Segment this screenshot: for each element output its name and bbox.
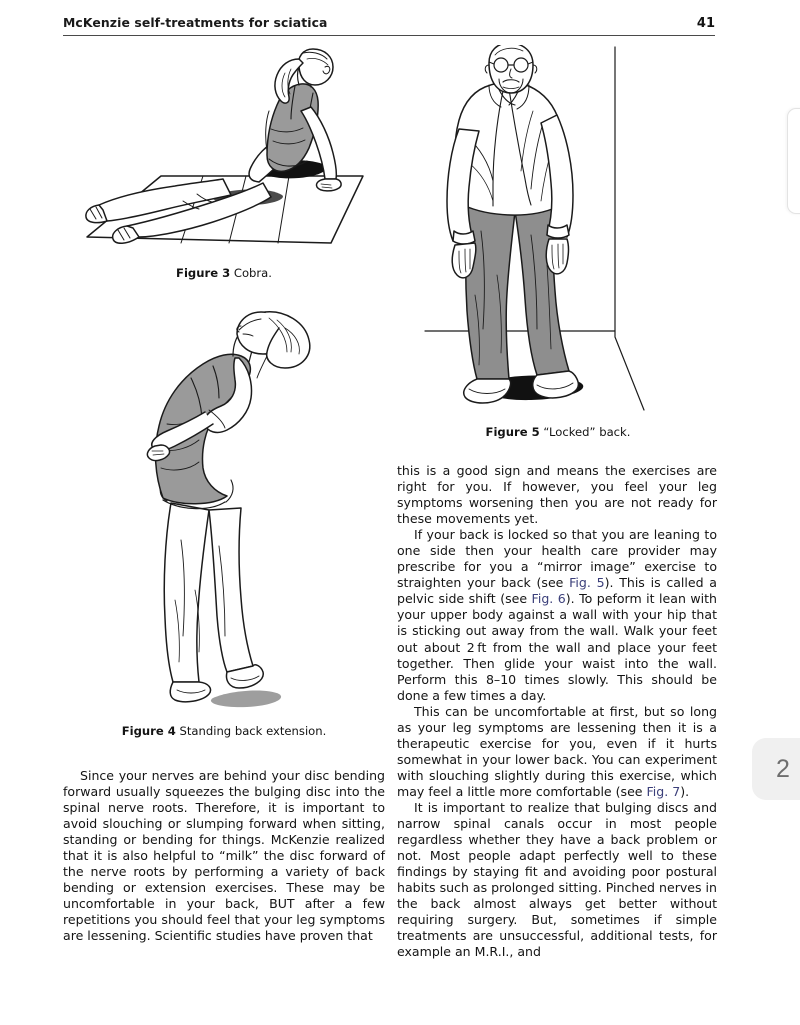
right-column-text xyxy=(397,463,717,960)
text-run: It is important to realize that bulging discs and narrow spinal canals occur in most people regardless whether they have a back problem or not. Most people adapt perfectly well to these findings by staying fit and avoiding poor postural habits such as prolonged sitting. Pinched nerves in the back almost always get better without requiring surgery. But, sometimes if simple treatments are unsuccessful, additional tests, for example an M.R.I., and xyxy=(397,799,717,960)
figure-cross-reference[interactable]: Fig. 7 xyxy=(646,783,681,799)
figure-3 xyxy=(63,45,385,280)
paragraph xyxy=(397,463,717,527)
figure-4-caption xyxy=(63,724,385,738)
figure-3-caption xyxy=(63,266,385,280)
figure-5-title: “Locked” back. xyxy=(543,425,631,439)
header-rule xyxy=(63,35,715,36)
page-number: 41 xyxy=(696,16,715,31)
running-head xyxy=(63,15,715,31)
running-head-title: McKenzie self-treatments for sciatica xyxy=(63,15,328,30)
paragraph xyxy=(397,800,717,960)
paragraph xyxy=(397,704,717,800)
page-indicator-badge[interactable]: 2 xyxy=(752,738,800,800)
text-run: If your back is locked so that you are leaning to one side then your health care provider may prescribe for you a “mirror image” exercise to straighten your back (see xyxy=(397,527,717,591)
figure-3-number: Figure 3 xyxy=(176,266,231,280)
text-run: ). xyxy=(680,783,690,799)
figure-4-title: Standing back extension. xyxy=(179,724,327,738)
figure-5-number: Figure 5 xyxy=(485,425,540,439)
figure-cross-reference[interactable]: Fig. 6 xyxy=(531,591,566,607)
text-run: this is a good sign and means the exercises are right for you. If however, you feel your leg symptoms worsening then you are not ready for these movements yet. xyxy=(397,463,717,527)
figure-cross-reference[interactable]: Fig. 5 xyxy=(569,575,605,591)
text-run: Since your nerves are behind your disc bending forward usually squeezes the bulging disc into the spinal nerve roots. Therefore, it is important to avoid slouching or slumping forward when sitting, standing or bending for things. McKenzie realized that it is also helpful to “milk” the disc forward of the nerve roots by performing a variety of back bending or extension exercises. These may be uncomfortable in your back, BUT after a few repetitions you should feel that your leg symptoms are lessening. Scientific studies have proven that xyxy=(63,768,385,944)
paragraph xyxy=(397,527,717,704)
figure-3-title: Cobra. xyxy=(233,266,272,280)
figure-5-caption xyxy=(397,425,719,439)
paragraph xyxy=(63,768,385,945)
figure-5 xyxy=(397,45,719,439)
figure-4 xyxy=(63,300,385,738)
left-column-text xyxy=(63,768,385,945)
side-panel-peek[interactable] xyxy=(787,108,800,214)
text-run: ). This is called a pelvic side shift (see xyxy=(397,575,717,607)
text-run: ). To peform it lean with your upper body against a wall with your hip that is sticking out away from the wall. Walk your feet out about 2 ft from the wall and place your feet together. Then glide your waist into the wall. Perform this 8–10 times slowly. This should be done a few times a day. xyxy=(397,591,717,703)
figure-4-number: Figure 4 xyxy=(121,724,176,738)
text-run: This can be uncomfortable at first, but so long as your leg symptoms are lessening then it is a therapeutic exercise for you, even if it hurts somewhat in your lower back. You can experiment with slouching slightly during this exercise, which may feel a little more comfortable (see xyxy=(397,703,717,799)
figure-5-illustration xyxy=(397,45,719,417)
figure-3-illustration xyxy=(63,45,385,260)
figure-4-illustration xyxy=(63,300,385,715)
